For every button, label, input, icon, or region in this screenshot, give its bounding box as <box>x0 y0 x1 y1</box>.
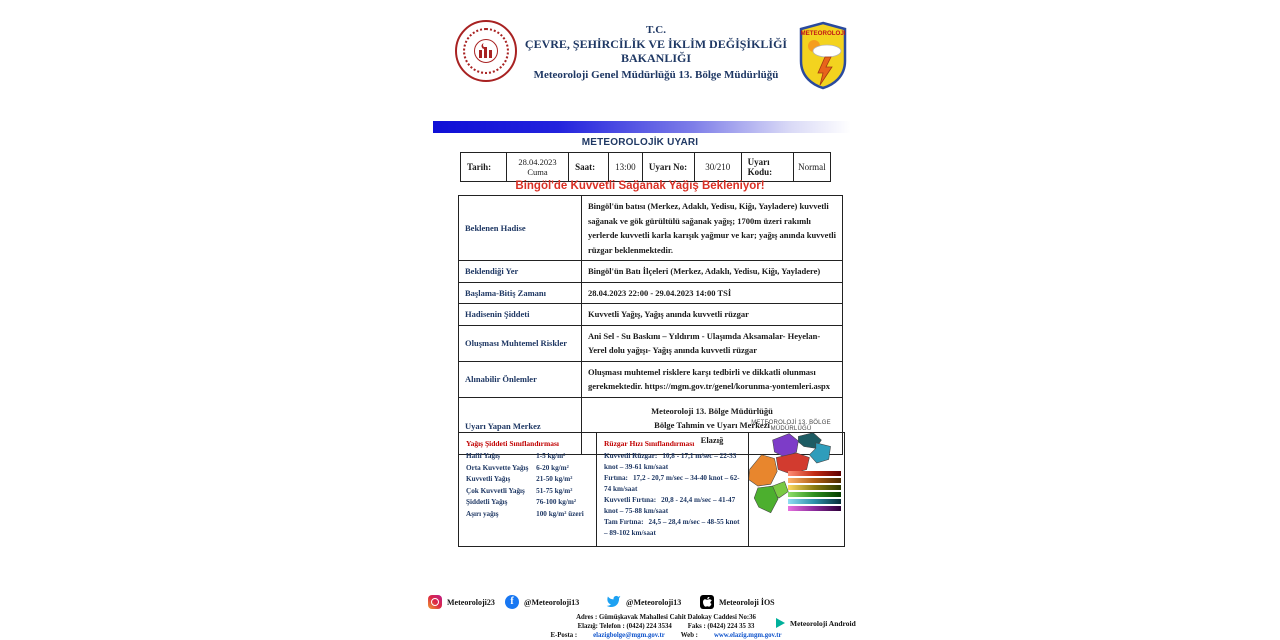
twitter-icon <box>606 595 621 610</box>
row-label: Oluşması Muhtemel Riskler <box>459 325 582 361</box>
row-value: Ani Sel - Su Baskını – Yıldırım - Ulaşımda Aksamalar- Heyelan- Yerel dolu yağışı- Yağış anında kuvvetli rüzgar <box>582 325 843 361</box>
tarih-value <box>506 153 568 182</box>
android-app-label: Meteoroloji Android <box>790 618 856 628</box>
apple-icon <box>700 595 714 609</box>
precip-legend-title: Yağış Şiddeti Sınıflandırması <box>466 439 559 448</box>
list-item: Kuvvetli Yağış 21-50 kg/m² <box>466 475 573 483</box>
saat-value: 13:00 <box>608 153 642 182</box>
facebook-handle: @Meteoroloji13 <box>524 597 580 607</box>
uyari-no-label: Uyarı No: <box>642 153 694 182</box>
color-scale-orange <box>788 478 841 483</box>
header-directorate: Meteoroloji Genel Müdürlüğü 13. Bölge Müdürlüğü <box>533 69 779 81</box>
issuing-center-line: Meteoroloji 13. Bölge Müdürlüğü <box>651 405 773 416</box>
row-value: Bingöl'ün batısı (Merkez, Adaklı, Yedisu, Kiğı, Yayladere) kuvvetli sağanak ve gök gürültülü sağanak yağış; 1700m üzeri rakımlı yerlerde kuvvetli karla karışık yağmur ve kar; yağış anında kuvvetli rüzgar beklenmektedir. <box>582 196 843 261</box>
instagram-handle: Meteoroloji23 <box>447 597 495 607</box>
document-header-titles <box>512 24 800 82</box>
color-scale-cyan <box>788 499 841 504</box>
wind-legend <box>597 433 749 546</box>
issuing-center-line: Elazığ <box>700 434 724 445</box>
fax: Faks : (0424) 224 35 33 <box>687 623 755 630</box>
map-color-scale <box>788 471 841 513</box>
warning-info-table <box>460 152 831 182</box>
list-item: Fırtına: 17,2 - 20,7 m/sec – 34-40 knot – 62-74 km/saat <box>604 474 740 493</box>
web-link[interactable]: www.elazig.mgm.gov.tr <box>713 632 782 639</box>
color-scale-yellow <box>788 485 841 490</box>
color-scale-red <box>788 471 841 476</box>
wind-legend-title: Rüzgar Hızı Sınıflandırması <box>604 439 695 448</box>
cloud-icon <box>813 45 841 57</box>
row-value: Bingöl'ün Batı İlçeleri (Merkez, Adaklı, Yedisu, Kiğı, Yayladere) <box>582 261 843 283</box>
address-line <box>535 631 797 640</box>
list-item: Hafif Yağış 1-5 kg/m² <box>466 452 566 460</box>
footer-address <box>535 613 797 640</box>
facebook-icon: f <box>505 595 519 609</box>
uyari-kodu-value: Normal <box>793 153 830 182</box>
saat-label: Saat: <box>569 153 609 182</box>
email-link[interactable]: elazigbolge@mgm.gov.tr <box>593 632 665 639</box>
table-row <box>459 196 843 261</box>
facebook-link[interactable] <box>505 595 579 609</box>
row-label: Alınabilir Önlemler <box>459 361 582 397</box>
uyari-kodu-label: Uyarı Kodu: <box>741 153 793 182</box>
phone: Elazığ: Telefon : (0424) 224 3534 <box>577 623 672 630</box>
tarih-label: Tarih: <box>461 153 507 182</box>
ministry-seal-logo <box>455 20 517 82</box>
header-ministry-name2: BAKANLIĞI <box>620 51 691 65</box>
color-scale-magenta <box>788 506 841 511</box>
table-row <box>459 325 843 361</box>
list-item: Kuvvetli Fırtına: 20,8 - 24,4 m/sec – 41-47 knot – 75-88 km/saat <box>604 496 736 515</box>
list-item: Tam Fırtına: 24,5 – 28,4 m/sec – 48-55 knot – 89-102 km/saat <box>604 518 740 537</box>
shield-text: METEOROLOJI <box>800 30 846 37</box>
header-ministry-name: ÇEVRE, ŞEHİRCİLİK VE İKLİM DEĞİŞİKLİĞİ <box>524 37 788 51</box>
region-map-title: METEOROLOJİ 13. BÖLGE MÜDÜRLÜĞÜ <box>751 420 831 432</box>
row-label: Beklendiği Yer <box>459 261 582 283</box>
table-row <box>459 361 843 397</box>
section-title: METEOROLOJİK UYARI <box>581 137 699 148</box>
row-value <box>582 361 843 397</box>
warning-details-table <box>458 195 843 455</box>
email-label: E-Posta : <box>550 632 578 639</box>
row-label: Beklenen Hadise <box>459 196 582 261</box>
uyari-no-value: 30/210 <box>695 153 742 182</box>
address-line: Adres : Gümüşkavak Mahallesi Cahit Dalokay Caddesi No:36 <box>576 614 756 621</box>
tarih-day: Cuma <box>527 167 548 177</box>
ministry-seal-emblem <box>474 39 498 63</box>
address-line <box>535 622 797 631</box>
list-item: Kuvvetli Rüzgar: 10,8 - 17,1 m/sec – 22-33 knot – 39-61 km/saat <box>604 452 737 471</box>
table-row <box>459 304 843 326</box>
list-item: Şiddetli Yağış 76-100 kg/m² <box>466 498 576 506</box>
twitter-handle: @Meteoroloji13 <box>626 598 682 607</box>
list-item: Aşırı yağış 100 kg/m² üzeri <box>466 509 584 518</box>
meteoroloji-shield-logo <box>799 21 847 96</box>
row-value: Kuvvetli Yağış, Yağış anında kuvvetli rüzgar <box>582 304 843 326</box>
table-row <box>459 282 843 304</box>
tarih-date: 28.04.2023 <box>518 157 557 167</box>
ios-app-link[interactable] <box>700 595 775 609</box>
instagram-icon <box>428 595 442 609</box>
row-label: Hadisenin Şiddeti <box>459 304 582 326</box>
issuing-center-line: Bölge Tahmin ve Uyarı Merkezi <box>654 420 770 431</box>
color-scale-green <box>788 492 841 497</box>
table-row <box>459 261 843 283</box>
instagram-link[interactable] <box>428 595 495 609</box>
list-item: Orta Kuvvette Yağış 6-20 kg/m² <box>466 463 569 472</box>
row-label: Uyarı Yapan Merkez <box>459 397 582 454</box>
warning-headline: Bingöl'de Kuvvetli Sağanak Yağış Bekleniyor! <box>515 180 765 192</box>
web-label: Web : <box>680 632 698 639</box>
table-row <box>461 153 831 182</box>
blue-gradient-bar <box>433 121 851 133</box>
row-label: Başlama-Bitiş Zamanı <box>459 282 582 304</box>
twitter-link[interactable] <box>606 595 681 610</box>
precautions-text: Oluşması muhtemel risklere karşı tedbirli ve dikkatli olunması gerekmektedir. <box>588 366 816 391</box>
header-tc: T.C. <box>646 24 666 36</box>
ios-app-label: Meteoroloji İOS <box>719 597 775 607</box>
precipitation-legend <box>459 433 597 546</box>
ministry-seal-ring <box>463 28 509 74</box>
list-item: Çok Kuvvetli Yağış 51-75 kg/m² <box>466 486 573 495</box>
precautions-link[interactable]: https://mgm.gov.tr/genel/korunma-yontemleri.aspx <box>644 381 831 391</box>
row-value: 28.04.2023 22:00 - 29.04.2023 14:00 TSİ <box>582 282 843 304</box>
